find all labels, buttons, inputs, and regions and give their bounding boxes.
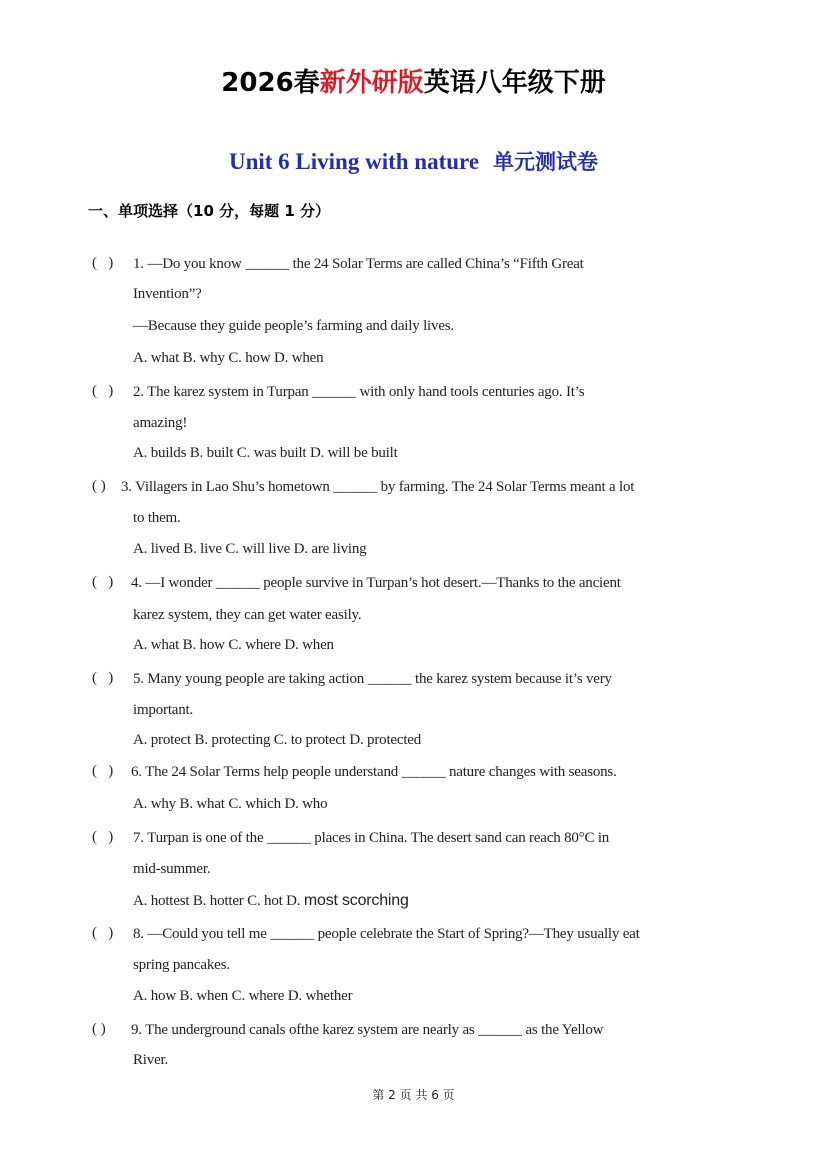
question-9-line-2: River. bbox=[133, 1052, 169, 1068]
title-edition: 新外研版 bbox=[319, 68, 424, 98]
answer-bracket: ( ) bbox=[92, 829, 114, 845]
question-7-option-d: most scorching bbox=[303, 892, 409, 909]
question-9-line-1: 9. The underground canals ofthe karez system are nearly as ______ as the Yellow bbox=[131, 1022, 604, 1038]
answer-bracket: ( ) bbox=[92, 1021, 106, 1037]
title-book: 英语八年级下册 bbox=[423, 68, 606, 98]
page-footer: 第 2 页 共 6 页 bbox=[372, 1088, 455, 1102]
question-4-line-2: karez system, they can get water easily. bbox=[133, 607, 362, 623]
question-3-line-1: 3. Villagers in Lao Shu’s hometown ______ by farming. The 24 Solar Terms meant a lot bbox=[121, 479, 635, 495]
question-5-line-1: 5. Many young people are taking action ______ the karez system because it’s very bbox=[133, 671, 612, 687]
question-1-line-2: Invention”? bbox=[133, 286, 202, 302]
answer-bracket: ( ) bbox=[92, 383, 114, 399]
answer-bracket: ( ) bbox=[92, 255, 114, 271]
question-7-options-main: A. hottest B. hotter C. hot D. bbox=[133, 893, 304, 909]
question-7-line-1: 7. Turpan is one of the ______ places in China. The desert sand can reach 80°C in bbox=[133, 830, 610, 846]
question-2-line-2: amazing! bbox=[133, 415, 188, 431]
question-8-line-2: spring pancakes. bbox=[133, 957, 230, 973]
answer-bracket: ( ) bbox=[92, 574, 114, 590]
title-year: 2026春 bbox=[221, 68, 320, 98]
question-8-line-1: 8. —Could you tell me ______ people celebrate the Start of Spring?—They usually eat bbox=[133, 926, 640, 942]
question-4-line-1: 4. —I wonder ______ people survive in Turpan’s hot desert.—Thanks to the ancient bbox=[131, 575, 621, 591]
question-7-options bbox=[133, 892, 409, 910]
question-5-line-2: important. bbox=[133, 702, 194, 718]
question-6-line-1: 6. The 24 Solar Terms help people understand ______ nature changes with seasons. bbox=[131, 764, 617, 780]
answer-bracket: ( ) bbox=[92, 670, 114, 686]
question-1-options: A. what B. why C. how D. when bbox=[133, 350, 324, 366]
question-3-options: A. lived B. live C. will live D. are living bbox=[133, 541, 367, 557]
answer-bracket: ( ) bbox=[92, 925, 114, 941]
question-8-options: A. how B. when C. where D. whether bbox=[133, 988, 353, 1004]
answer-bracket: ( ) bbox=[92, 763, 114, 779]
question-4-options: A. what B. how C. where D. when bbox=[133, 637, 334, 653]
question-7-line-2: mid-summer. bbox=[133, 861, 211, 877]
unit-title bbox=[0, 146, 827, 176]
unit-title-en: Unit 6 Living with nature bbox=[228, 149, 480, 174]
question-1-line-1: 1. —Do you know ______ the 24 Solar Terms are called China’s “Fifth Great bbox=[133, 256, 584, 272]
question-5-options: A. protect B. protecting C. to protect D. protected bbox=[133, 732, 422, 748]
question-3-line-2: to them. bbox=[133, 510, 181, 526]
answer-bracket: ( ) bbox=[92, 478, 106, 494]
section-heading: 一、单项选择（10 分，每题 1 分） bbox=[88, 202, 330, 220]
question-2-line-1: 2. The karez system in Turpan ______ with only hand tools centuries ago. It’s bbox=[133, 384, 585, 400]
question-6-options: A. why B. what C. which D. who bbox=[133, 796, 328, 812]
document-title bbox=[0, 62, 827, 99]
question-2-options: A. builds B. built C. was built D. will be built bbox=[133, 445, 398, 461]
question-1-line-3: —Because they guide people’s farming and daily lives. bbox=[133, 318, 454, 334]
unit-title-cn: 单元测试卷 bbox=[493, 150, 599, 174]
